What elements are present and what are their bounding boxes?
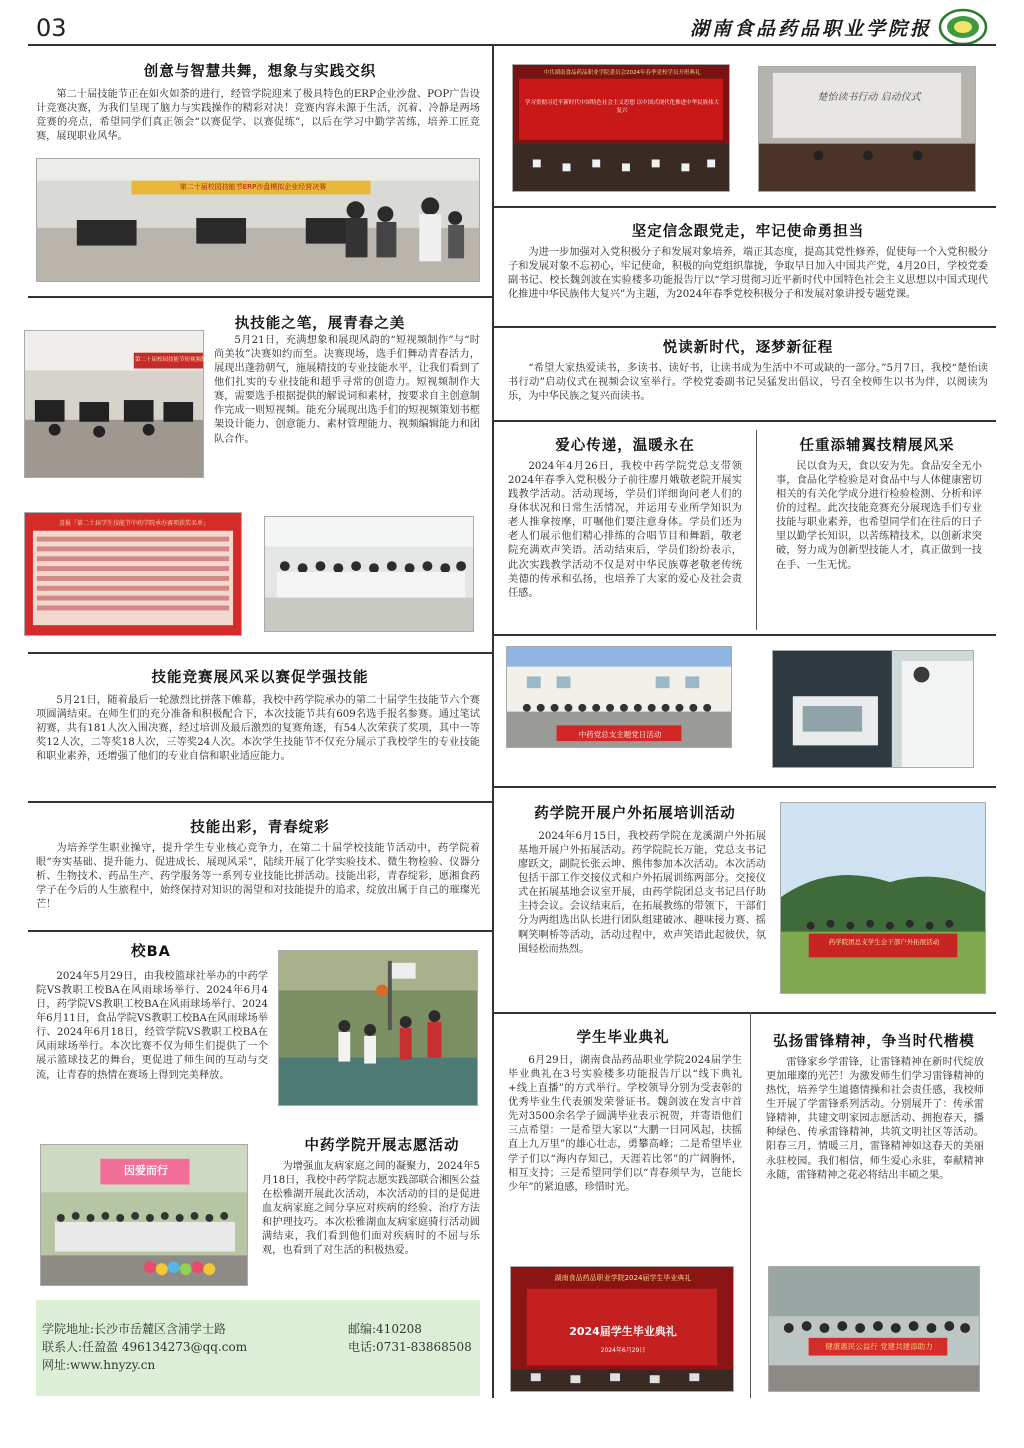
reading-photo-screen-text: 楚怡读书行动 启动仪式 [817, 92, 921, 103]
article-title-school-ba: 校BA [131, 944, 171, 960]
masthead: 湖南食品药品职业学院报 [689, 18, 932, 40]
lei-feng-photo [768, 1266, 980, 1392]
rule [492, 206, 996, 208]
basketball-photo [278, 950, 478, 1106]
footer-phone: 电话:0731-83868508 [348, 1340, 472, 1354]
nursing-home-photo [506, 646, 732, 748]
article-title-graduation: 学生毕业典礼 [576, 1030, 670, 1046]
article-title-creativity: 创意与智慧共舞，想象与实践交织 [143, 64, 377, 80]
rule [492, 786, 996, 788]
party-school-photo [512, 64, 730, 192]
outdoor-training-photo [780, 802, 986, 994]
article-body-love: 2024年4月26日，我校中药学院党总支带领2024年春季入党积极分子前往廖月娥敬老院开展实践教学活动。活动现场，学员们详细询问老人们的身体状况和日常生活情况，并运用专业所学知识为老人推拿按摩，叮嘱他们要注意身体。学员们还为老人们展示他们精心排练的合唱节目和舞蹈，敬老院充满欢声笑语。活动结束后，学员们纷纷表示，此次实践教学活动不仅是对中华民族尊老敬老传统美德的传承和弘扬，也培养了大家的爱心及社会责任感。 [508, 461, 742, 599]
article-body-reading: “希望大家热爱读书，多读书、读好书，让读书成为生活中不可或缺的一部分。”5月7日，我校“楚怡读书行动”启动仪式在视频会议室举行。学校党委副书记吴猛发出倡议，号召全校师生以书为伴，以阅读为乐，为中华民族之复兴而读书。 [508, 363, 988, 403]
video-photo-banner: 第二十届校园技能节短视频制作与运营 [135, 357, 229, 363]
article-body-creativity: 第二十届技能节正在如火如荼的进行，经管学院迎来了极具特色的ERP企业沙盘、POP广告设计竞赛决赛，为我们呈现了脑力与实践操作的精彩对决！竞赛内容未源于生活，沉着、冷静是两场竞赛的亮点，希望同学们真正领会“以赛促学、以赛促练”，以后在学习中勤学苦练，培养工匠竞赛，展现职业风华。 [36, 89, 480, 143]
article-title-lei-feng: 弘扬雷锋精神，争当时代楷模 [773, 1034, 975, 1050]
graduation-photo-date: 2024年6月29日 [600, 1347, 646, 1354]
volunteer-photo-banner: 因爱而行 [124, 1164, 168, 1177]
graduation-photo-screen: 2024届学生毕业典礼 [569, 1325, 677, 1338]
lab-testing-photo [772, 650, 974, 768]
rule [492, 634, 996, 636]
article-title-reading: 悦读新时代，逐梦新征程 [662, 340, 834, 356]
header-rule [28, 44, 996, 46]
column-divider [750, 1012, 751, 1398]
article-body-skill-pen: 5月21日，充满想象和展现风韵的“短视频制作”与“时尚美妆”决赛如约而至。决赛现场，选手们舞动青春活力，展现出蓬勃朝气，施展精技的专业技能水平，让我们看到了他们扎实的专业技能和超乎寻常的创造力。短视频制作大赛，需要选手根据提供的解说词和素材，按要求自主创意制作完成一则短视频。能充分展现出选手们的短视频策划书框架设计能力、创意能力、素材管理能力、视频编辑能力和团队合作。 [214, 335, 480, 445]
article-title-volunteer: 中药学院开展志愿活动 [304, 1138, 460, 1154]
page-number: 03 [36, 14, 67, 42]
erp-photo-banner: 第二十届校园技能节ERP沙盘模拟企业经营决赛 [179, 183, 327, 191]
article-body-skill-shine: 为培养学生职业操守，提升学生专业核心竞争力，在第二十届学校技能节活动中，药学院着眼“夯实基础、提升能力、促进成长、展现风采”，陆续开展了化学实验技术、微生物检验、仪器分析、生物技术、药品生产、药学服务等一系列专业技能比拼活动。技能出彩，青春绽彩，愿湘食药学子在今后的人生旅程中，始终保持对知识的渴望和对技能提升的追求，绽放出属于自己的璀璨光芒！ [36, 843, 480, 911]
outdoor-photo-banner: 药学院团总支学生会干部户外拓展活动 [828, 938, 940, 946]
video-contest-photo [24, 330, 229, 478]
party-photo-subtitle: 学习贯彻习近平新时代中国特色社会主义思想 以中国式现代化推进中华民族伟大复兴 [524, 100, 720, 115]
lei-feng-photo-banner: 健康惠民公益行 党建共建添助力 [825, 1342, 933, 1351]
rule [28, 801, 492, 803]
volunteer-photo [40, 1144, 248, 1286]
article-body-lei-feng: 雷锋家乡学雷锋，让雷锋精神在新时代绽放更加璀璨的光芒！为激发师生们学习雷锋精神的热忱，培养学生道德情操和社会责任感，我校师生开展了学雷锋系列活动。分别展开了：传承雷锋精神，共建文明家园志愿活动、拥抱春天，播种绿色、传承雷锋精神，共筑文明社区等活动。阳春三月，情暖三月，雷锋精神如这春天的美丽永驻校园。我们相信，师生爱心永驻，奉献精神永随，雷锋精神之花必将结出丰硕之果。 [766, 1057, 984, 1181]
article-body-skill-contest: 5月21日，随着最后一轮激烈比拼落下帷幕，我校中药学院承办的第二十届学生技能节六个赛项圆满结束。在师生们的充分准备和积极配合下，本次技能节共有609名选手报名参赛。通过笔试初赛，共有181人次入围决赛，经过培训及最后激烈的复赛角逐，有54人次荣获了奖项，其中一等奖12人次，二等奖18人次，三等奖24人次。本次学生技能节不仅充分展示了我校学生的专业技能和职业素养，还增强了他们的专业自信和职业适应能力。 [36, 695, 480, 763]
rule [28, 296, 492, 298]
article-title-faith: 坚定信念跟党走，牢记使命勇担当 [631, 224, 865, 240]
footer-website[interactable]: 网址:www.hnyzy.cn [42, 1358, 156, 1372]
article-title-outdoor: 药学院开展户外拓展培训活动 [534, 806, 736, 822]
reading-launch-photo [758, 66, 976, 192]
rule [28, 930, 492, 932]
article-body-volunteer: 为增强血友病家庭之间的凝聚力，2024年5月18日，我校中药学院志愿实践部联合湘医公益在松雅湖开展此次活动，本次活动的目的是促进血友病家庭之间分享应对疾病的经验、治疗方法和护理技巧。本次松雅湖血友病家庭骑行活动圆满结束，我们看到他们面对疾病时的不屈与乐观，也看到了对生活的积极热爱。 [262, 1161, 480, 1257]
award-poster-title: 喜报「第二十届学生技能节中药学院承办赛项获奖名单」 [58, 520, 209, 527]
article-title-skill-pen: 执技能之笔，展青春之美 [234, 316, 406, 332]
rule [492, 1012, 996, 1014]
lab-group-photo [264, 516, 474, 632]
article-body-graduation: 6月29日，湖南食品药品职业学院2024届学生毕业典礼在3号实验楼多功能报告厅以“线下典礼+线上直播”的方式举行。学校领导分别为受表彰的优秀毕业生代表颁发荣誉证书。魏剑波在发言中首先对3500余名学子圆满毕业表示祝贺，并寄语他们三点希望：一是希望大家以“大鹏一日同风起，扶摇直上九万里”的雄心壮志，勇攀高峰；二是希望毕业学子们以“海内存知己，天涯若比邻”的广阔胸怀，相互支持；三是希望同学们以“青春须早为，岂能长少年”的紧迫感，珍惜时光。 [508, 1055, 742, 1193]
party-photo-banner: 中共湖南食品药品职业学院委员会2024年春季党校学员开班典礼 [543, 70, 701, 76]
article-title-skill-contest: 技能竞赛展风采以赛促学强技能 [151, 670, 369, 686]
contact-footer [36, 1300, 480, 1396]
column-divider [756, 430, 757, 630]
erp-competition-photo [36, 158, 480, 282]
article-title-skill-shine: 技能出彩，青春绽彩 [190, 820, 330, 836]
footer-contact: 联系人:任盈盈 496134273@qq.com [42, 1340, 248, 1354]
article-title-love: 爱心传递，温暖永在 [555, 438, 695, 454]
award-poster-photo [24, 512, 242, 636]
graduation-photo [510, 1266, 734, 1392]
article-body-food-safety: 民以食为天，食以安为先。食品安全无小事，食品化学检验是对食品中与人体健康密切相关的有关化学成分进行检验检测、分析和评价的过程。此次技能竞赛充分展现选手们专业技能与职业素养，也希望同学们在往后的日子里以勤学长知识，以苦练精技术，以创新求突破，努力成为创新型技能人才，真正做到一技在手、一生无忧。 [776, 461, 982, 571]
footer-postcode: 邮编:410208 [348, 1322, 422, 1336]
rule [28, 652, 492, 654]
school-logo-icon [938, 8, 988, 46]
rule [492, 326, 996, 328]
graduation-photo-top: 湖南食品药品职业学院2024届学生毕业典礼 [554, 1274, 692, 1282]
article-body-outdoor: 2024年6月15日，我校药学院在龙溪湖户外拓展基地开展户外拓展活动。药学院院长万能，党总支书记廖跃文，副院长张云坤、熊伟参加本次活动。本次活动包括干部工作交接仪式和户外拓展训练两部分。交接仪式在拓展基地会议室开展，由药学院团总支书记吕仔助主持会议。会议结束后，在拓展教练的带领下，干部们分为两组选出队长进行团队组建破冰、趣味接力赛、摇啊笑啊桥等活动，活动过程中，欢声笑语此起彼伏，氛围轻松而热烈。 [518, 831, 766, 955]
nursing-photo-banner: 中药党总支主题党日活动 [578, 730, 662, 739]
article-body-school-ba: 2024年5月29日，由我校篮球社举办的中药学院VS教职工校BA在风雨球场举行、2024年6月4日，药学院VS教职工校BA在风雨球场举行、2024年6月11日，食品学院VS教职工校BA在风雨球场举行、2024年6月18日，经管学院VS教职工校BA在风雨球场举行。本次比赛不仅为师生们提供了一个展示篮球技艺的舞台，更促进了师生间的互动与交流，让青春的热情在赛场上得到完美释放。 [36, 971, 268, 1081]
article-title-food-safety: 任重添辅翼技精展风采 [799, 438, 955, 454]
rule [492, 420, 996, 422]
footer-address: 学院地址:长沙市岳麓区含浦学士路 [42, 1322, 227, 1336]
column-divider [492, 46, 494, 1398]
article-body-faith: 为进一步加强对入党积极分子和发展对象培养，端正其态度，提高其党性修养，促使每一个入党积极分子和发展对象不忘初心，牢记使命，积极的向党组织靠拢，争取早日加入中国共产党，4月20日，学校党委副书记、校长魏剑波在实验楼多功能报告厅以“学习贯彻习近平新时代中国特色社会主义思想以中国式现代化推进中华民族伟大复兴”为主题，为2024年春季党校积极分子和发展对象讲授专题党课。 [508, 247, 988, 301]
